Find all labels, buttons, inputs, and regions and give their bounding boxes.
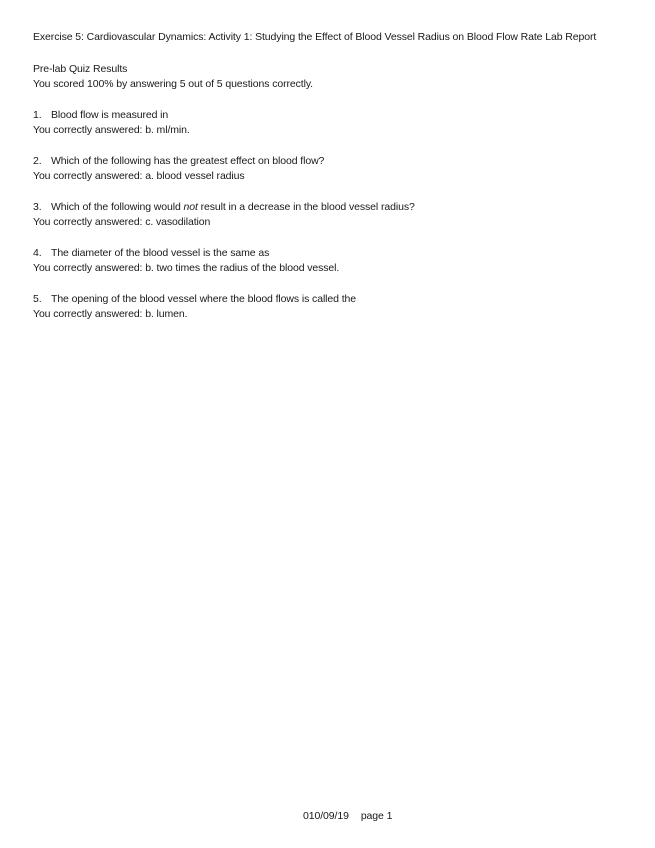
question-number: 5. bbox=[33, 293, 42, 305]
question-text: Which of the following would bbox=[51, 201, 184, 213]
question-prompt bbox=[33, 154, 415, 169]
footer-date: 010/09/19 bbox=[303, 810, 349, 822]
question-text-rest: result in a decrease in the blood vessel radius? bbox=[197, 201, 415, 213]
question-prompt bbox=[33, 246, 415, 261]
question-item bbox=[33, 246, 415, 276]
page-footer bbox=[303, 810, 392, 822]
question-text: The opening of the blood vessel where the blood flows is called the bbox=[51, 293, 356, 305]
footer-page-number: page 1 bbox=[360, 810, 393, 822]
report-title: Exercise 5: Cardiovascular Dynamics: Activity 1: Studying the Effect of Blood Vessel Radius on Blood Flow Rate Lab Report bbox=[33, 31, 597, 43]
question-prompt bbox=[33, 200, 415, 215]
question-number: 4. bbox=[33, 247, 42, 259]
question-item bbox=[33, 292, 415, 322]
question-answer: You correctly answered: b. two times the radius of the blood vessel. bbox=[33, 262, 340, 274]
question-number: 2. bbox=[33, 155, 42, 167]
question-list bbox=[33, 108, 415, 338]
section-heading: Pre-lab Quiz Results bbox=[33, 63, 128, 75]
quiz-summary bbox=[33, 62, 313, 92]
question-emphasis: not bbox=[183, 201, 198, 213]
question-item bbox=[33, 108, 415, 138]
question-text: The diameter of the blood vessel is the same as bbox=[51, 247, 270, 259]
question-text: Which of the following has the greatest effect on blood flow? bbox=[51, 155, 325, 167]
score-text: You scored 100% by answering 5 out of 5 questions correctly. bbox=[33, 78, 314, 90]
question-answer: You correctly answered: b. lumen. bbox=[33, 308, 188, 320]
question-number: 1. bbox=[33, 109, 42, 121]
question-prompt bbox=[33, 108, 415, 123]
question-answer: You correctly answered: a. blood vessel radius bbox=[33, 170, 245, 182]
question-item bbox=[33, 200, 415, 230]
question-prompt bbox=[33, 292, 415, 307]
question-item bbox=[33, 154, 415, 184]
question-number: 3. bbox=[33, 201, 42, 213]
question-text: Blood flow is measured in bbox=[51, 109, 169, 121]
question-answer: You correctly answered: b. ml/min. bbox=[33, 124, 190, 136]
question-answer: You correctly answered: c. vasodilation bbox=[33, 216, 211, 228]
